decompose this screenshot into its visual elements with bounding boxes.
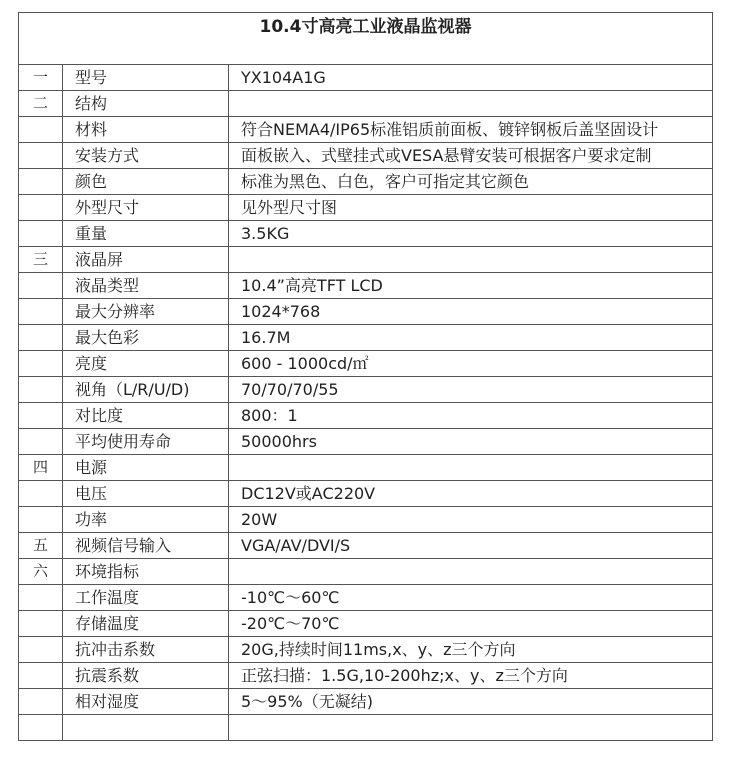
row-label: 颜色 <box>63 169 229 195</box>
row-number <box>19 715 63 741</box>
table-row <box>19 247 713 273</box>
row-value: 面板嵌入、式壁挂式或VESA悬臂安装可根据客户要求定制 <box>229 143 713 169</box>
row-value: -20℃～70℃ <box>229 611 713 637</box>
row-value <box>229 91 713 117</box>
row-value: 16.7M <box>229 325 713 351</box>
row-label: 材料 <box>63 117 229 143</box>
table-row <box>19 585 713 611</box>
row-label: 液晶类型 <box>63 273 229 299</box>
row-label: 电源 <box>63 455 229 481</box>
row-label: 电压 <box>63 481 229 507</box>
row-value: 800：1 <box>229 403 713 429</box>
title-row <box>19 13 713 65</box>
row-value: 标准为黑色、白色，客户可指定其它颜色 <box>229 169 713 195</box>
row-label: 重量 <box>63 221 229 247</box>
table-row <box>19 663 713 689</box>
row-value: 70/70/70/55 <box>229 377 713 403</box>
row-value: 3.5KG <box>229 221 713 247</box>
row-label: 最大分辨率 <box>63 299 229 325</box>
row-label: 抗震系数 <box>63 663 229 689</box>
row-value: 600 - 1000cd/㎡ <box>229 351 713 377</box>
row-value <box>229 247 713 273</box>
row-number: 二 <box>19 91 63 117</box>
row-value: 见外型尺寸图 <box>229 195 713 221</box>
row-number <box>19 663 63 689</box>
row-value: DC12V或AC220V <box>229 481 713 507</box>
table-row <box>19 507 713 533</box>
row-value: 正弦扫描：1.5G,10-200hz;x、y、z三个方向 <box>229 663 713 689</box>
row-label: 型号 <box>63 65 229 91</box>
row-label: 最大色彩 <box>63 325 229 351</box>
row-value <box>229 559 713 585</box>
row-value: 20G,持续时间11ms,x、y、z三个方向 <box>229 637 713 663</box>
table-title: 10.4寸高亮工业液晶监视器 <box>19 13 713 65</box>
row-label: 亮度 <box>63 351 229 377</box>
row-label: 外型尺寸 <box>63 195 229 221</box>
row-value: 20W <box>229 507 713 533</box>
table-row <box>19 429 713 455</box>
table-row <box>19 533 713 559</box>
row-number <box>19 429 63 455</box>
row-value: YX104A1G <box>229 65 713 91</box>
table-row <box>19 481 713 507</box>
table-row <box>19 351 713 377</box>
row-label: 液晶屏 <box>63 247 229 273</box>
row-number: 一 <box>19 65 63 91</box>
row-value: 1024*768 <box>229 299 713 325</box>
table-row <box>19 221 713 247</box>
row-number <box>19 143 63 169</box>
row-number <box>19 481 63 507</box>
row-number <box>19 221 63 247</box>
table-row <box>19 715 713 741</box>
row-value: 50000hrs <box>229 429 713 455</box>
row-value <box>229 715 713 741</box>
table-row <box>19 559 713 585</box>
row-label: 结构 <box>63 91 229 117</box>
table-row <box>19 273 713 299</box>
row-number <box>19 585 63 611</box>
table-row <box>19 403 713 429</box>
row-number <box>19 169 63 195</box>
row-number <box>19 325 63 351</box>
row-label: 存储温度 <box>63 611 229 637</box>
row-label: 工作温度 <box>63 585 229 611</box>
row-number <box>19 507 63 533</box>
table-row <box>19 325 713 351</box>
row-label: 抗冲击系数 <box>63 637 229 663</box>
table-row <box>19 299 713 325</box>
row-value: VGA/AV/DVI/S <box>229 533 713 559</box>
row-number <box>19 351 63 377</box>
table-row <box>19 637 713 663</box>
row-number <box>19 377 63 403</box>
table-row <box>19 195 713 221</box>
row-number <box>19 273 63 299</box>
table-row <box>19 377 713 403</box>
table-row <box>19 91 713 117</box>
row-value: 10.4”高亮TFT LCD <box>229 273 713 299</box>
row-value: -10℃～60℃ <box>229 585 713 611</box>
row-value: 符合NEMA4/IP65标准铝质前面板、镀锌钢板后盖坚固设计 <box>229 117 713 143</box>
table-row <box>19 455 713 481</box>
row-label: 功率 <box>63 507 229 533</box>
row-label: 视频信号输入 <box>63 533 229 559</box>
table-row <box>19 117 713 143</box>
table-row <box>19 689 713 715</box>
row-number: 三 <box>19 247 63 273</box>
row-label: 环境指标 <box>63 559 229 585</box>
row-label: 平均使用寿命 <box>63 429 229 455</box>
row-number <box>19 117 63 143</box>
row-label <box>63 715 229 741</box>
row-label: 安装方式 <box>63 143 229 169</box>
row-label: 视角（L/R/U/D) <box>63 377 229 403</box>
spec-table <box>18 12 713 741</box>
row-label: 相对湿度 <box>63 689 229 715</box>
spec-table-body <box>19 13 713 741</box>
row-number: 五 <box>19 533 63 559</box>
row-number: 四 <box>19 455 63 481</box>
row-number <box>19 637 63 663</box>
row-label: 对比度 <box>63 403 229 429</box>
table-row <box>19 143 713 169</box>
row-number <box>19 195 63 221</box>
row-number <box>19 689 63 715</box>
row-value <box>229 455 713 481</box>
row-number <box>19 611 63 637</box>
table-row <box>19 65 713 91</box>
row-number: 六 <box>19 559 63 585</box>
row-number <box>19 403 63 429</box>
table-row <box>19 169 713 195</box>
row-number <box>19 299 63 325</box>
row-value: 5～95%（无凝结) <box>229 689 713 715</box>
table-row <box>19 611 713 637</box>
